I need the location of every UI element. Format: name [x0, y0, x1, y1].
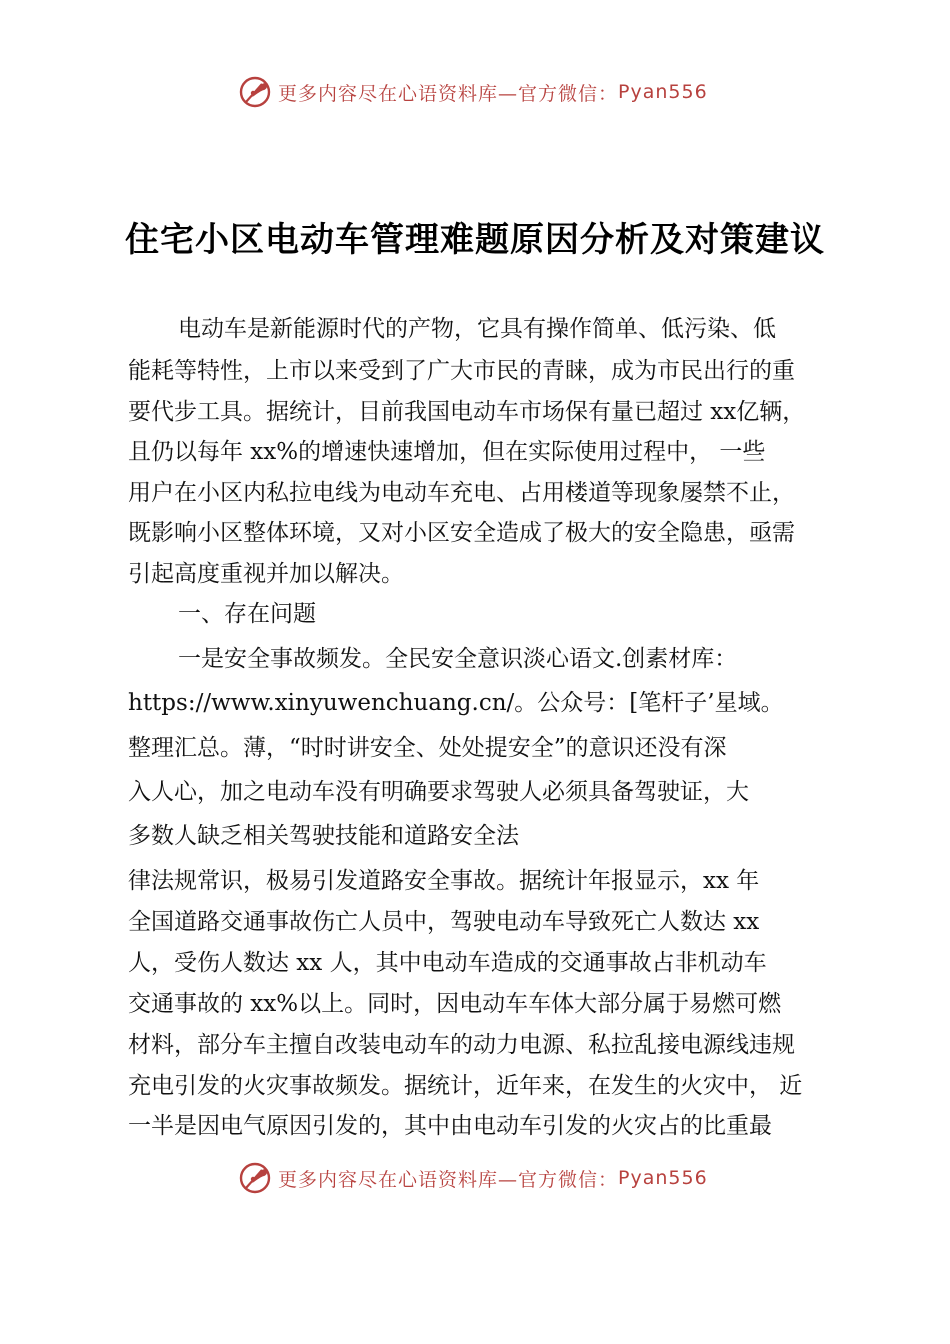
footer-banner [238, 1160, 738, 1196]
section-heading: 一、存在问题 [178, 601, 316, 627]
paragraph-line: 交通事故的 xx%以上。同时，因电动车车体大部分属于易燃可燃 [128, 991, 782, 1017]
banner-handle: Pyan556 [618, 81, 708, 103]
paragraph-line: 用户在小区内私拉电线为电动车充电、占用楼道等现象屡禁不止， [128, 480, 795, 506]
paragraph-line: 人，受伤人数达 xx 人，其中电动车造成的交通事故占非机动车 [128, 950, 767, 976]
paragraph-line: 一是安全事故频发。全民安全意识淡心语文.创素材库： [178, 646, 738, 672]
banner-handle: Pyan556 [618, 1167, 708, 1189]
paragraph-line: 既影响小区整体环境，又对小区安全造成了极大的安全隐患，亟需 [128, 520, 795, 546]
banner-text: 更多内容尽在心语资料库—官方微信： [278, 82, 619, 105]
paragraph-line: 入人心，加之电动车没有明确要求驾驶人必须具备驾驶证，大 [128, 779, 749, 805]
paragraph-line: 一半是因电气原因引发的，其中由电动车引发的火灾占的比重最 [128, 1113, 772, 1139]
paragraph-line: 电动车是新能源时代的产物，它具有操作简单、低污染、低 [178, 316, 776, 342]
document-title: 住宅小区电动车管理难题原因分析及对策建议 [125, 220, 825, 260]
paragraph-line: 全国道路交通事故伤亡人员中，驾驶电动车导致死亡人数达 xx [128, 909, 760, 935]
paragraph-line: 充电引发的火灾事故频发。据统计，近年来，在发生的火灾中， 近 [128, 1073, 803, 1099]
paragraph-line: 能耗等特性，上市以来受到了广大市民的青睐，成为市民出行的重 [128, 358, 795, 384]
paragraph-line: 材料，部分车主擅自改装电动车的动力电源、私拉乱接电源线违规 [128, 1032, 795, 1058]
quill-logo-icon [238, 1161, 272, 1195]
paragraph-line: 引起高度重视并加以解决。 [128, 561, 404, 587]
paragraph-line: 要代步工具。据统计，目前我国电动车市场保有量已超过 xx亿辆， [128, 399, 806, 425]
paragraph-line: https://www.xinyuwenchuang.cn/。公众号：[笔杆子’星域。 [128, 690, 784, 716]
header-banner [238, 74, 738, 110]
quill-logo-icon [238, 75, 272, 109]
paragraph-line: 且仍以每年 xx%的增速快速增加，但在实际使用过程中， 一些 [128, 439, 766, 465]
paragraph-line: 多数人缺乏相关驾驶技能和道路安全法 [128, 823, 519, 849]
banner-text: 更多内容尽在心语资料库—官方微信： [278, 1168, 619, 1191]
paragraph-line: 律法规常识，极易引发道路安全事故。据统计年报显示，xx 年 [128, 868, 760, 894]
paragraph-line: 整理汇总。薄，“时时讲安全、处处提安全”的意识还没有深 [128, 735, 727, 761]
